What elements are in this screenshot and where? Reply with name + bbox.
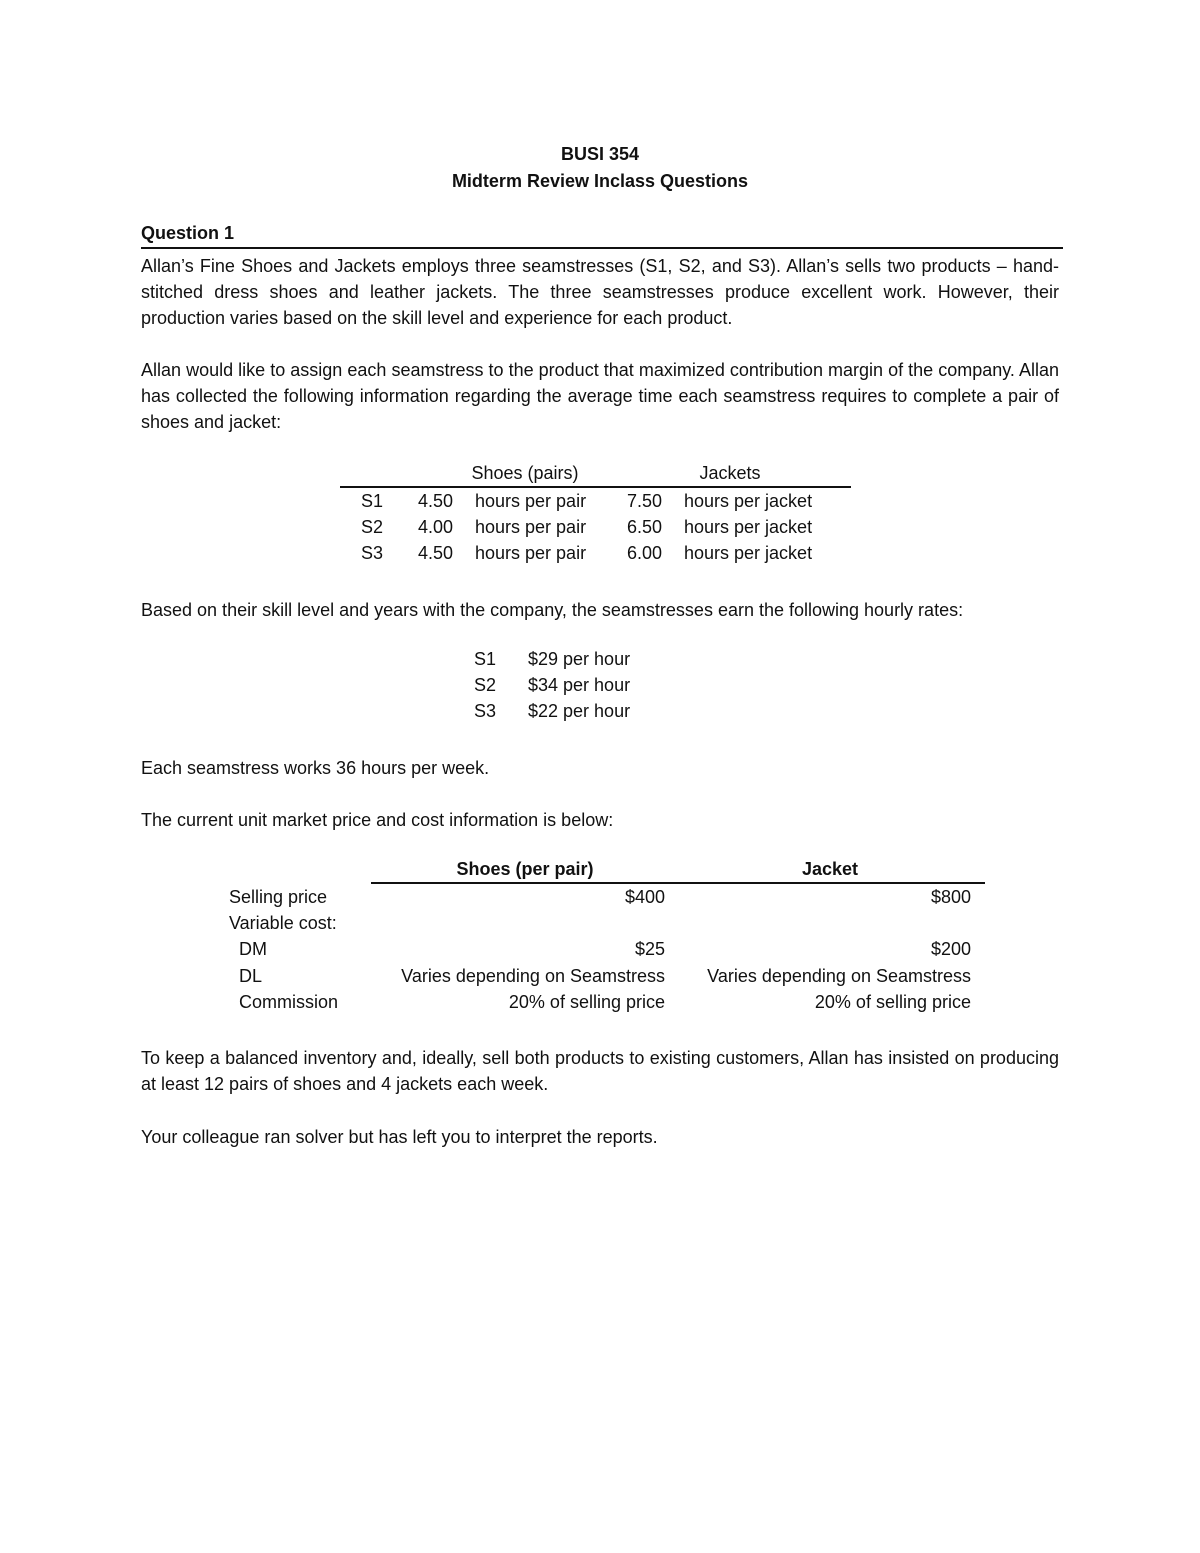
cost-jacket: Varies depending on Seamstress xyxy=(707,966,971,986)
heading-rule xyxy=(141,247,1063,249)
cost-label: DL xyxy=(239,966,263,986)
shoes-hours: 4.50 xyxy=(417,543,453,563)
shoes-hours: 4.00 xyxy=(417,517,453,537)
jackets-unit: hours per jacket xyxy=(684,517,813,537)
shoes-unit: hours per pair xyxy=(475,491,587,511)
cost-jacket: $800 xyxy=(930,887,971,907)
jackets-unit: hours per jacket xyxy=(684,491,813,511)
paragraph-assignment: Allan would like to assign each seamstress to the product that maximized contribution margin of the company. Allan has collected the following information regarding the average time each seamstress requires to complete a pair of shoes and jacket: xyxy=(141,360,1059,432)
cost-label: Variable cost: xyxy=(229,913,337,933)
jackets-hours: 6.50 xyxy=(626,517,662,537)
paragraph-solver: Your colleague ran solver but has left you to interpret the reports. xyxy=(141,1127,658,1147)
cost-header-jacket: Jacket xyxy=(801,859,859,879)
cost-header-shoes: Shoes (per pair) xyxy=(456,859,594,879)
paragraph-hours: Each seamstress works 36 hours per week. xyxy=(141,758,490,778)
question-heading: Question 1 xyxy=(141,223,235,243)
cost-jacket: $200 xyxy=(930,939,971,959)
time-header-shoes: Shoes (pairs) xyxy=(471,463,579,483)
course-title: BUSI 354 xyxy=(560,144,640,164)
shoes-unit: hours per pair xyxy=(475,543,587,563)
cost-shoes: $25 xyxy=(634,939,665,959)
document-subtitle: Midterm Review Inclass Questions xyxy=(451,171,749,191)
seamstress-name: S1 xyxy=(361,491,384,511)
seamstress-name: S2 xyxy=(361,517,384,537)
jackets-unit: hours per jacket xyxy=(684,543,813,563)
paragraph-cost-intro: The current unit market price and cost information is below: xyxy=(141,810,614,830)
cost-jacket: 20% of selling price xyxy=(814,992,971,1012)
cost-shoes: $400 xyxy=(624,887,665,907)
rate-name: S2 xyxy=(474,675,497,695)
cost-shoes: 20% of selling price xyxy=(508,992,665,1012)
jackets-hours: 7.50 xyxy=(626,491,662,511)
cost-label: DM xyxy=(239,939,267,959)
paragraph-inventory: To keep a balanced inventory and, ideally, sell both products to existing customers, Allan has insisted on producing at least 12 pairs of shoes and 4 jackets each week. xyxy=(141,1048,1059,1094)
time-header-jackets: Jackets xyxy=(699,463,761,483)
rate-name: S3 xyxy=(474,701,497,721)
cost-label: Commission xyxy=(239,992,339,1012)
rate-value: $29 per hour xyxy=(528,649,631,669)
paragraph-rates: Based on their skill level and years with the company, the seamstresses earn the following hourly rates: xyxy=(141,600,964,620)
rate-value: $34 per hour xyxy=(528,675,631,695)
seamstress-name: S3 xyxy=(361,543,384,563)
rate-name: S1 xyxy=(474,649,497,669)
cost-label: Selling price xyxy=(229,887,328,907)
time-table-rule xyxy=(340,486,851,488)
shoes-unit: hours per pair xyxy=(475,517,587,537)
jackets-hours: 6.00 xyxy=(626,543,662,563)
rate-value: $22 per hour xyxy=(528,701,631,721)
paragraph-intro: Allan’s Fine Shoes and Jackets employs three seamstresses (S1, S2, and S3). Allan’s sells two products – hand-stitched dress shoes and leather jackets. The three seamstresses produce excellent work. However, their production varies based on the skill level and experience for each product. xyxy=(141,256,1059,328)
cost-shoes: Varies depending on Seamstress xyxy=(401,966,665,986)
shoes-hours: 4.50 xyxy=(417,491,453,511)
cost-table-rule xyxy=(371,882,985,884)
